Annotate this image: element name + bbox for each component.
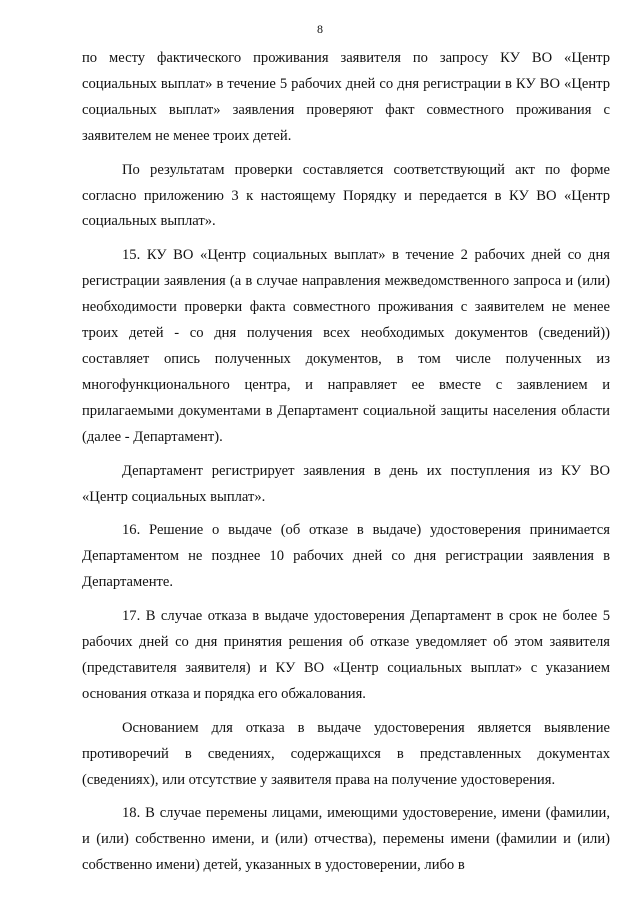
paragraph-inspection-act: По результатам проверки составляется соответствующий акт по форме согласно приложению 3 к настоящему Порядку и передается в КУ ВО «Центр социальных выплат». xyxy=(82,161,610,230)
paragraph-clause-15: 15. КУ ВО «Центр социальных выплат» в течение 2 рабочих дней со дня регистрации заявления (а в случае направления межведомственного запроса и (или) необходимости проверки факта совместного проживания с заявителем не менее троих детей - со дня получения всех необходимых документов (сведений)) составляет опись полученных документов, в том числе полученных из многофункционального центра, и направляет ее вместе с заявлением и прилагаемыми документами в Департамент социальной защиты населения области (далее - Департамент). xyxy=(82,247,610,445)
paragraph-clause-18: 18. В случае перемены лицами, имеющими удостоверение, имени (фамилии, и (или) собственно имени, и (или) отчества), перемены имени (фамилии и (или) собственно имени) детей, указанных в удостоверении, либо в xyxy=(82,805,610,874)
paragraph-department-registration: Департамент регистрирует заявления в день их поступления из КУ ВО «Центр социальных выплат». xyxy=(82,462,610,505)
page-number: 8 xyxy=(317,22,323,36)
paragraph-clause-16: 16. Решение о выдаче (об отказе в выдаче) удостоверения принимается Департаментом не позднее 10 рабочих дней со дня регистрации заявления в Департаменте. xyxy=(82,522,610,591)
paragraph-clause-17: 17. В случае отказа в выдаче удостоверения Департамент в срок не более 5 рабочих дней со дня принятия решения об отказе уведомляет об этом заявителя (представителя заявителя) и КУ ВО «Центр социальных выплат» с указанием основания отказа и порядка его обжалования. xyxy=(82,608,610,702)
paragraph-refusal-grounds: Основанием для отказа в выдаче удостоверения является выявление противоречий в сведениях, содержащихся в представленных документах (сведениях), или отсутствие у заявителя права на получение удостоверения. xyxy=(82,719,610,788)
paragraph-continuation: по месту фактического проживания заявителя по запросу КУ ВО «Центр социальных выплат» в течение 5 рабочих дней со дня регистрации в КУ ВО «Центр социальных выплат» заявления проверяют факт совместного проживания с заявителем не менее троих детей. xyxy=(82,50,610,144)
document-body xyxy=(82,46,610,879)
